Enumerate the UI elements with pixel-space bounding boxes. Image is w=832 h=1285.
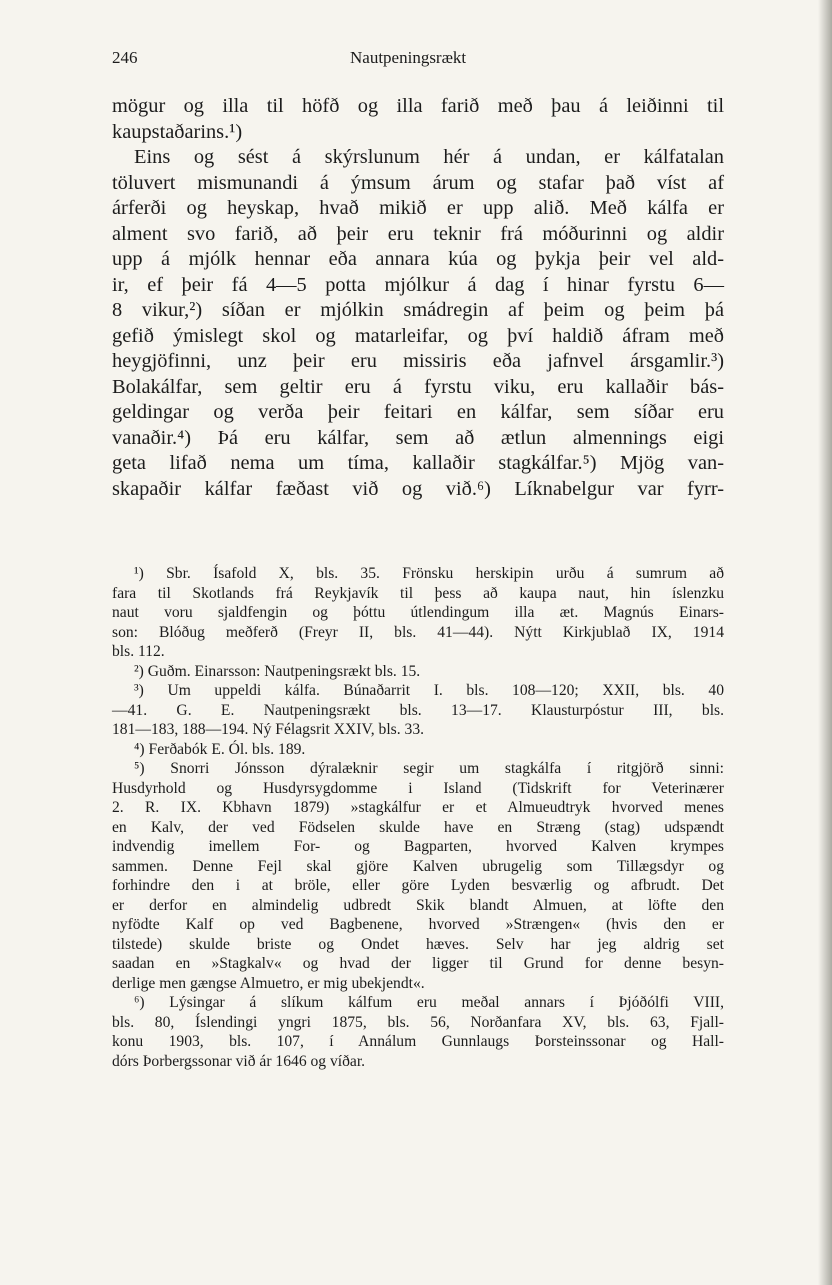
- footnote-line: derlige men gængse Almuetro, er mig ubekjendt«.: [112, 974, 425, 992]
- body-line: upp á mjólk hennar eða annara kúa og þykja þeir vel ald-: [112, 248, 724, 270]
- footnote-line: ¹) Sbr. Ísafold X, bls. 35. Frönsku herskipin urðu á sumrum að: [134, 565, 724, 582]
- footnote-line: tilstede) skulde briste og Ondet hæves. Selv har jeg aldrig set: [112, 935, 724, 953]
- body-line: Bolakálfar, sem geltir eru á fyrstu viku, eru kallaðir bás-: [112, 375, 724, 398]
- footnote-line: ⁵) Snorri Jónsson dýralæknir segir um stagkálfa í ritgjörð sinni:: [134, 760, 724, 777]
- footnote-line: er derfor en almindelig udbredt Skik blandt Almuen, at löfte den: [112, 896, 724, 914]
- footnote-line: ³) Um uppeldi kálfa. Búnaðarrit I. bls. 108—120; XXII, bls. 40: [134, 682, 724, 699]
- footnote-line: sammen. Denne Fejl skal gjöre Kalven ubrugelig som Tillægsdyr og: [112, 857, 724, 875]
- body-line: töluvert mismunandi á ýmsum árum og stafar það víst af: [112, 171, 724, 194]
- footnote-line: ⁴) Ferðabók E. Ól. bls. 189.: [134, 740, 306, 758]
- footnote-line: en Kalv, der ved Födselen skulde have en Stræng (stag) udspændt: [112, 818, 724, 836]
- body-line: ir, ef þeir fá 4—5 potta mjólkur á dag í hinar fyrstu 6—: [112, 273, 724, 296]
- body-line: geta lifað nema um tíma, kallaðir stagkálfar.⁵) Mjög van-: [112, 452, 724, 474]
- footnote-line: naut voru sjaldfengin og þóttu útlendingum illa æt. Magnús Einars-: [112, 604, 724, 621]
- footnote-line: dórs Þorbergssonar við ár 1646 og víðar.: [112, 1052, 366, 1070]
- page-edge-shadow: [818, 0, 832, 1285]
- footnote-line: fara til Skotlands frá Reykjavík til þess að kaupa naut, hin íslenzku: [112, 584, 724, 602]
- footnote-line: indvendig imellem For- og Bagparten, hvorved Kalven krympes: [112, 838, 724, 855]
- footnote-line: 2. R. IX. Kbhavn 1879) »stagkálfur er et Almueudtryk hvorved menes: [112, 799, 724, 816]
- body-line: Eins og sést á skýrslunum hér á undan, er kálfatalan: [134, 146, 724, 168]
- page-header: [112, 48, 724, 74]
- footnote-line: bls. 80, Íslendingi yngri 1875, bls. 56, Norðanfara XV, bls. 63, Fjall-: [112, 1013, 724, 1031]
- footnote-line: saadan en »Stagkalv« og hvad der ligger til Grund for denne besyn-: [112, 955, 724, 972]
- body-line: heygjöfinni, unz þeir eru missiris eða jafnvel ársgamlir.³): [112, 350, 724, 372]
- body-line: alment svo farið, að þeir eru teknir frá móðurinni og aldir: [112, 222, 724, 245]
- footnote-line: ⁶) Lýsingar á slíkum kálfum eru meðal annars í Þjóðólfi VIII,: [134, 994, 724, 1011]
- footnote-line: bls. 112.: [112, 643, 165, 660]
- body-line: kaupstaðarins.¹): [112, 120, 243, 143]
- footnote-line: son: Blóðug meðferð (Freyr II, bls. 41—44). Nýtt Kirkjublað IX, 1914: [112, 623, 724, 641]
- body-line: mögur og illa til höfð og illa farið með þau á leiðinni til: [112, 95, 724, 117]
- body-line: 8 vikur,²) síðan er mjólkin smádregin af þeim og þeim þá: [112, 299, 724, 321]
- body-line: gefið ýmislegt skol og matarleifar, og því haldið áfram með: [112, 324, 724, 347]
- footnote-line: konu 1903, bls. 107, í Annálum Gunnlaugs Þorsteinssonar og Hall-: [112, 1033, 724, 1050]
- footnote-line: nyfödte Kalf op ved Bagbenene, hvorved »Strængen« (hvis den er: [112, 916, 724, 933]
- footnote-line: forhindre den i at bröle, eller göre Lyden besværlig og afbrudt. Det: [112, 877, 724, 894]
- running-title: Nautpeningsrækt: [350, 48, 467, 67]
- page-number: 246: [112, 48, 138, 67]
- body-line: geldingar og verða þeir feitari en kálfar, sem síðar eru: [112, 401, 724, 423]
- body-line: árferði og heyskap, hvað mikið er upp alið. Með kálfa er: [112, 197, 724, 219]
- body-line: vanaðir.⁴) Þá eru kálfar, sem að ætlun almennings eigi: [112, 426, 724, 449]
- footnote-line: ²) Guðm. Einarsson: Nautpeningsrækt bls. 15.: [134, 662, 421, 680]
- footnote-line: —41. G. E. Nautpeningsrækt bls. 13—17. Klausturpóstur III, bls.: [112, 701, 724, 719]
- footnote-line: 181—183, 188—194. Ný Félagsrit XXIV, bls. 33.: [112, 721, 425, 738]
- body-text: [112, 94, 724, 502]
- body-line: skapaðir kálfar fæðast við og við.⁶) Líknabelgur var fyrr-: [112, 477, 724, 500]
- footnotes: [112, 564, 724, 1071]
- footnote-line: Husdyrhold og Husdyrsygdomme i Island (Tidskrift for Veterinærer: [112, 779, 724, 797]
